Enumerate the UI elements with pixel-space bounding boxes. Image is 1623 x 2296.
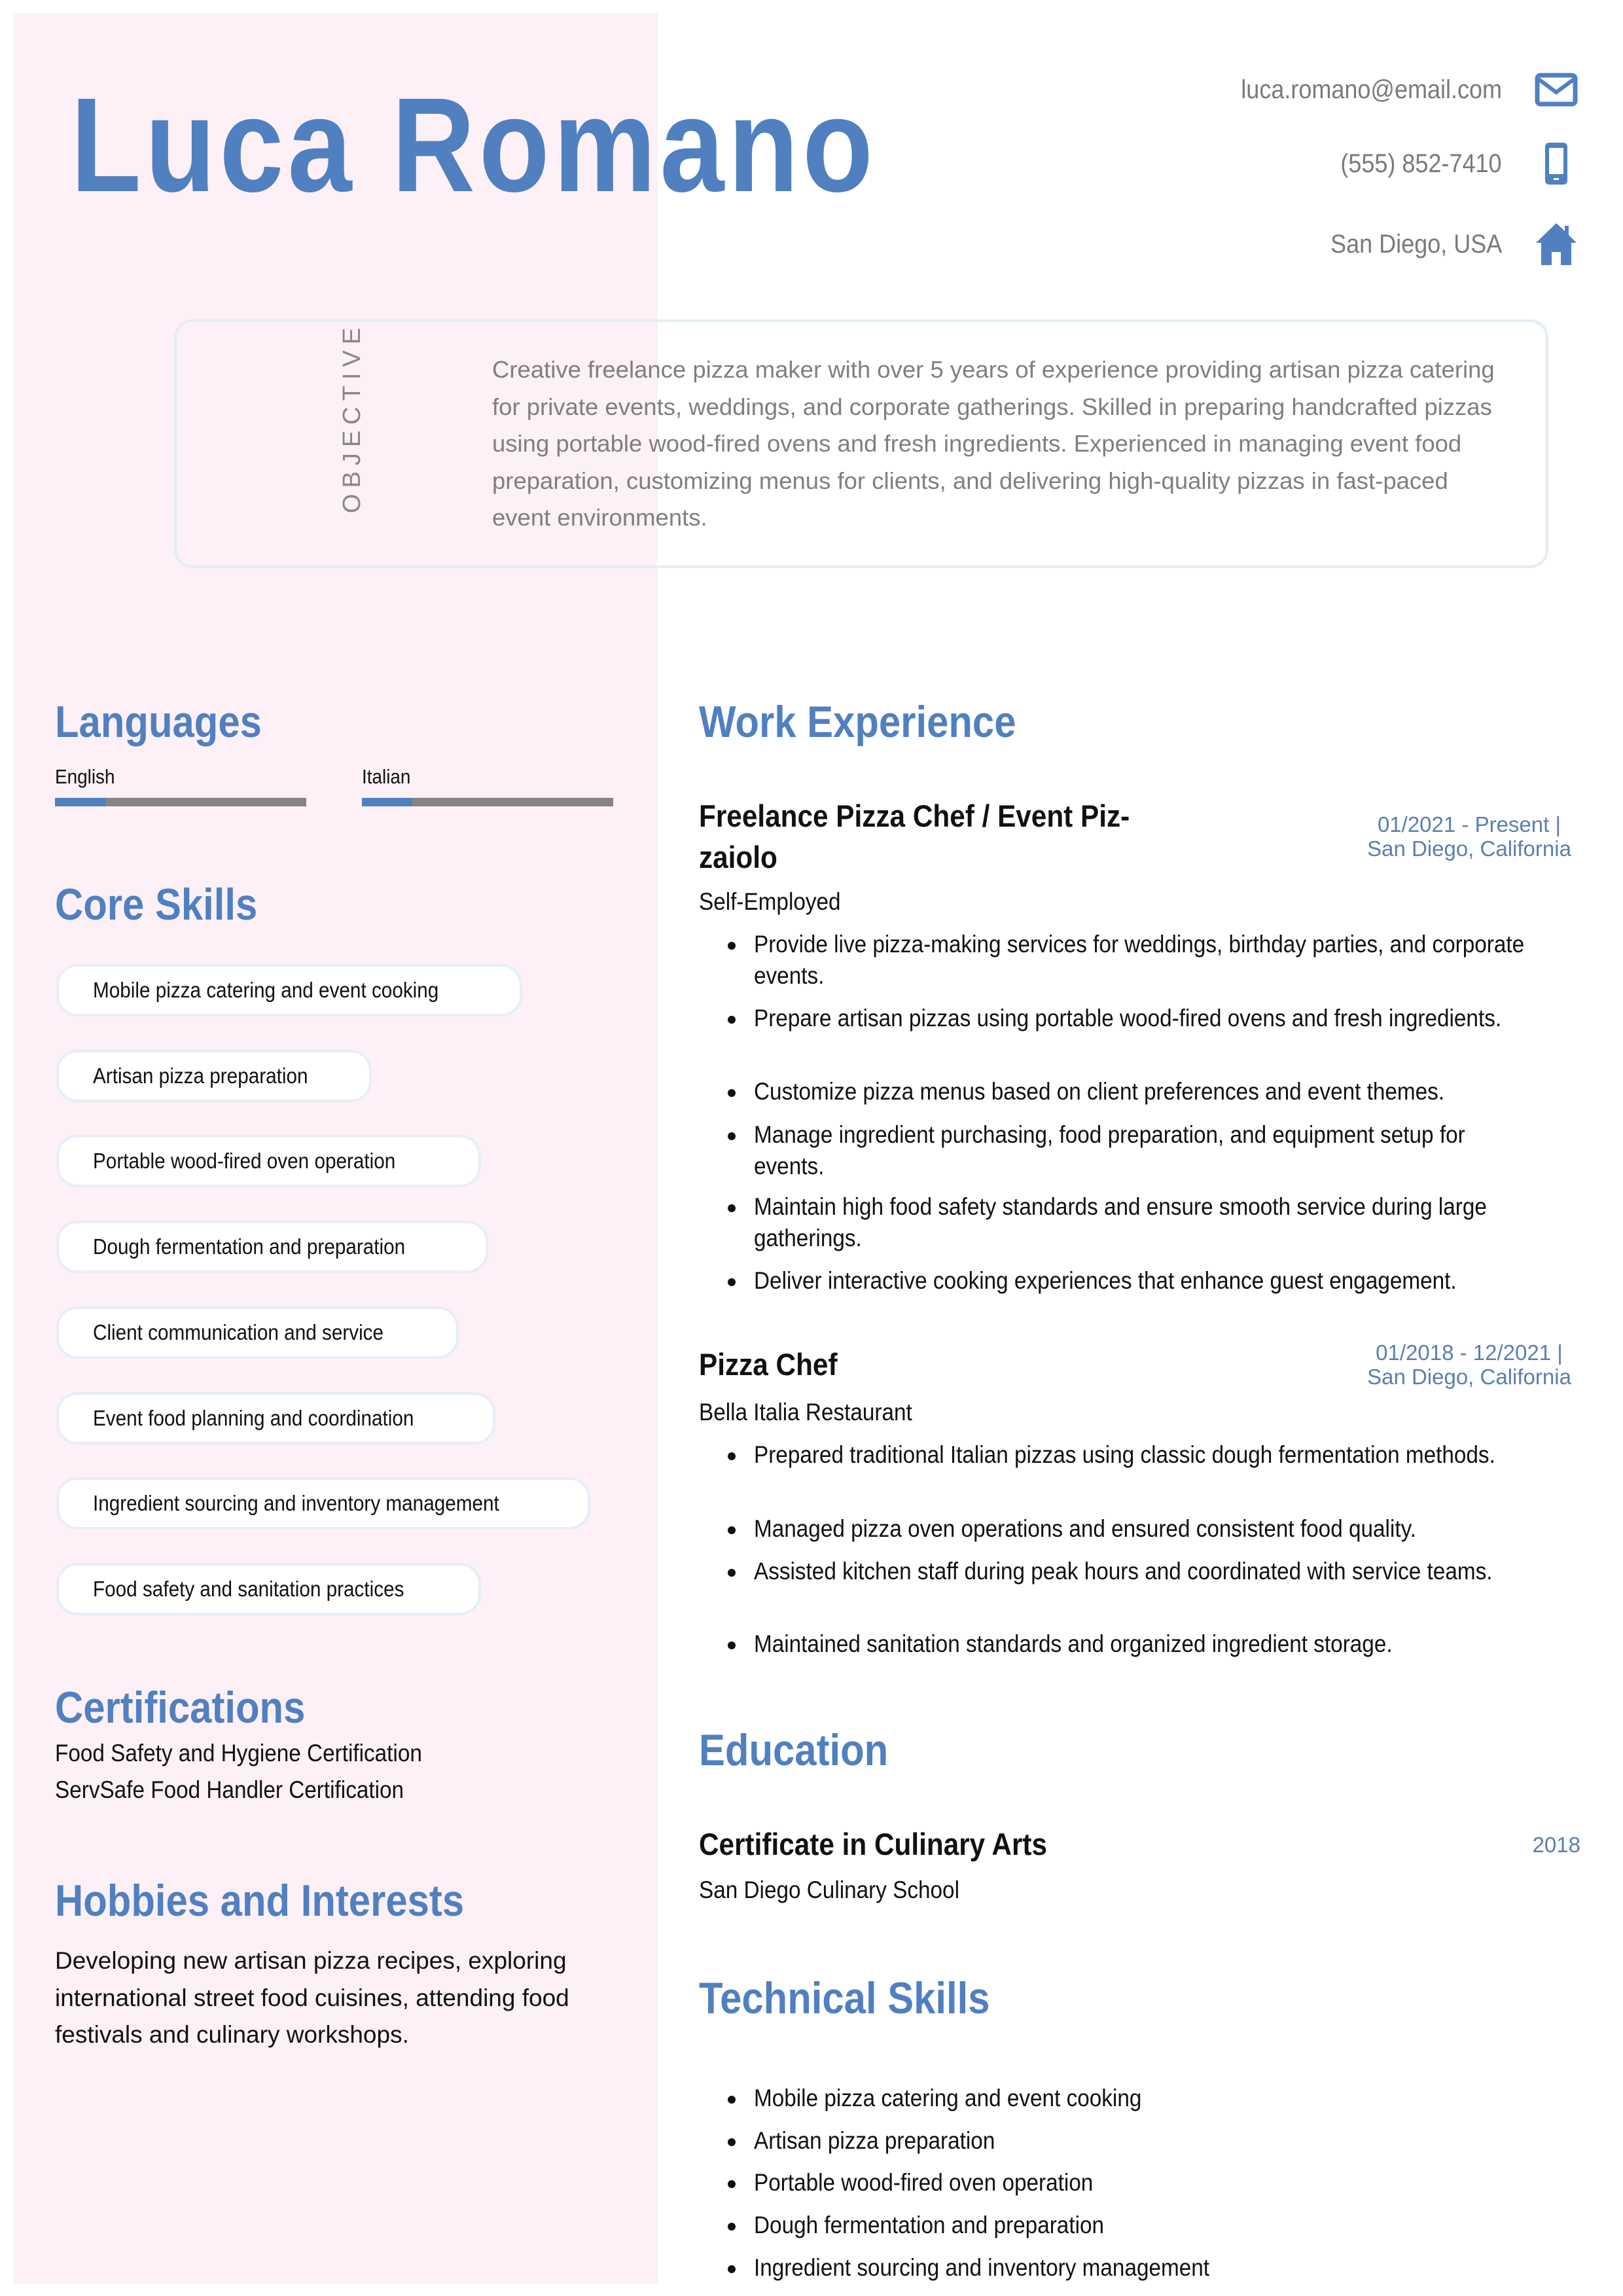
candidate-name: Luca Romano xyxy=(71,70,877,220)
skill-label: Mobile pizza catering and event cooking xyxy=(93,978,439,1002)
contact-location[interactable] xyxy=(1311,224,1502,264)
skill-pill xyxy=(56,1221,488,1273)
skill-pill xyxy=(56,1306,459,1359)
certifications-heading: Certifications xyxy=(55,1683,306,1732)
work-experience-heading: Work Experience xyxy=(699,697,1016,747)
skill-pill xyxy=(56,1050,372,1102)
job-title-continued: zaiolo xyxy=(699,840,777,874)
language-level-fill xyxy=(55,798,105,806)
job-dates: 01/2021 - Present | xyxy=(1377,812,1561,836)
certification-item: Food Safety and Hygiene Certification xyxy=(55,1740,422,1767)
bullet-dot-icon xyxy=(728,1204,736,1212)
objective-text: Creative freelance pizza maker with over 5 years of experience providing artisan pizza catering for private events, weddings, and corporate gatherings. Skilled in preparing handcrafted pizzas using portable wood-fired ovens and fresh ingredients. Experienced in managing event food preparation, customizing menus for clients, and delivering high-quality pizzas in fast-paced event environments. xyxy=(492,356,1495,531)
job-title: Pizza Chef xyxy=(699,1347,838,1382)
education-year: 2018 xyxy=(1532,1833,1580,1857)
skill-pill xyxy=(56,1563,481,1615)
contact-phone[interactable] xyxy=(1323,144,1502,183)
certification-item: ServSafe Food Handler Certification xyxy=(55,1776,404,1803)
job-location: San Diego, California xyxy=(1367,836,1571,861)
skill-label: Event food planning and coordination xyxy=(93,1406,414,1430)
language-level-bar xyxy=(55,798,306,806)
skill-label: Food safety and sanitation practices xyxy=(93,1577,404,1601)
school-name: San Diego Culinary School xyxy=(699,1876,959,1903)
language-level-bar xyxy=(362,798,613,806)
bullet-dot-icon xyxy=(728,1278,736,1286)
language-name: Italian xyxy=(362,765,411,788)
skill-label: Ingredient sourcing and inventory management xyxy=(93,1491,499,1515)
language-name: English xyxy=(55,765,115,788)
education-heading: Education xyxy=(699,1725,889,1775)
envelope-icon xyxy=(1533,70,1579,109)
bullet-dot-icon xyxy=(728,1452,736,1460)
job-dates: 01/2018 - 12/2021 | xyxy=(1376,1340,1563,1365)
skill-pill xyxy=(56,1477,590,1530)
skill-pill xyxy=(56,964,522,1016)
phone-text: (555) 852-7410 xyxy=(1340,149,1502,178)
bullet-dot-icon xyxy=(728,2223,736,2231)
objective-label: OBJECTIVE xyxy=(338,321,366,514)
home-icon xyxy=(1533,224,1579,264)
bullet-dot-icon xyxy=(728,1641,736,1649)
hobbies-text: Developing new artisan pizza recipes, exploring international street food cuisines, attending food festivals and culinary workshops. xyxy=(55,1947,569,2048)
bullet-dot-icon xyxy=(728,942,736,950)
contact-email[interactable] xyxy=(1212,70,1502,109)
bullet-dot-icon xyxy=(728,1526,736,1534)
job-title: Freelance Pizza Chef / Event Piz- xyxy=(699,798,1130,833)
company-name: Self-Employed xyxy=(699,888,841,915)
language-level-fill xyxy=(362,798,412,806)
bullet-dot-icon xyxy=(728,2138,736,2146)
bullet-dot-icon xyxy=(728,2096,736,2104)
bullet-dot-icon xyxy=(728,1569,736,1577)
languages-heading: Languages xyxy=(55,697,262,747)
skill-pill xyxy=(56,1135,481,1187)
job-location: San Diego, California xyxy=(1367,1365,1571,1389)
degree-title: Certificate in Culinary Arts xyxy=(699,1827,1048,1861)
location-text: San Diego, USA xyxy=(1330,229,1502,259)
skill-pill xyxy=(56,1392,495,1444)
core-skills-heading: Core Skills xyxy=(55,880,258,929)
company-name: Bella Italia Restaurant xyxy=(699,1399,912,1426)
mobile-phone-icon xyxy=(1533,144,1579,183)
skill-label: Artisan pizza preparation xyxy=(93,1064,308,1088)
skill-label: Client communication and service xyxy=(93,1320,384,1344)
bullet-dot-icon xyxy=(728,1016,736,1024)
bullet-dot-icon xyxy=(728,1132,736,1140)
bullet-dot-icon xyxy=(728,2180,736,2188)
skill-label: Portable wood-fired oven operation xyxy=(93,1149,396,1173)
bullet-dot-icon xyxy=(728,1089,736,1097)
technical-skills-heading: Technical Skills xyxy=(699,1973,990,2023)
skill-label: Dough fermentation and preparation xyxy=(93,1234,406,1259)
email-text: luca.romano@email.com xyxy=(1241,75,1502,104)
bullet-dot-icon xyxy=(728,2265,736,2273)
hobbies-heading: Hobbies and Interests xyxy=(55,1876,465,1926)
